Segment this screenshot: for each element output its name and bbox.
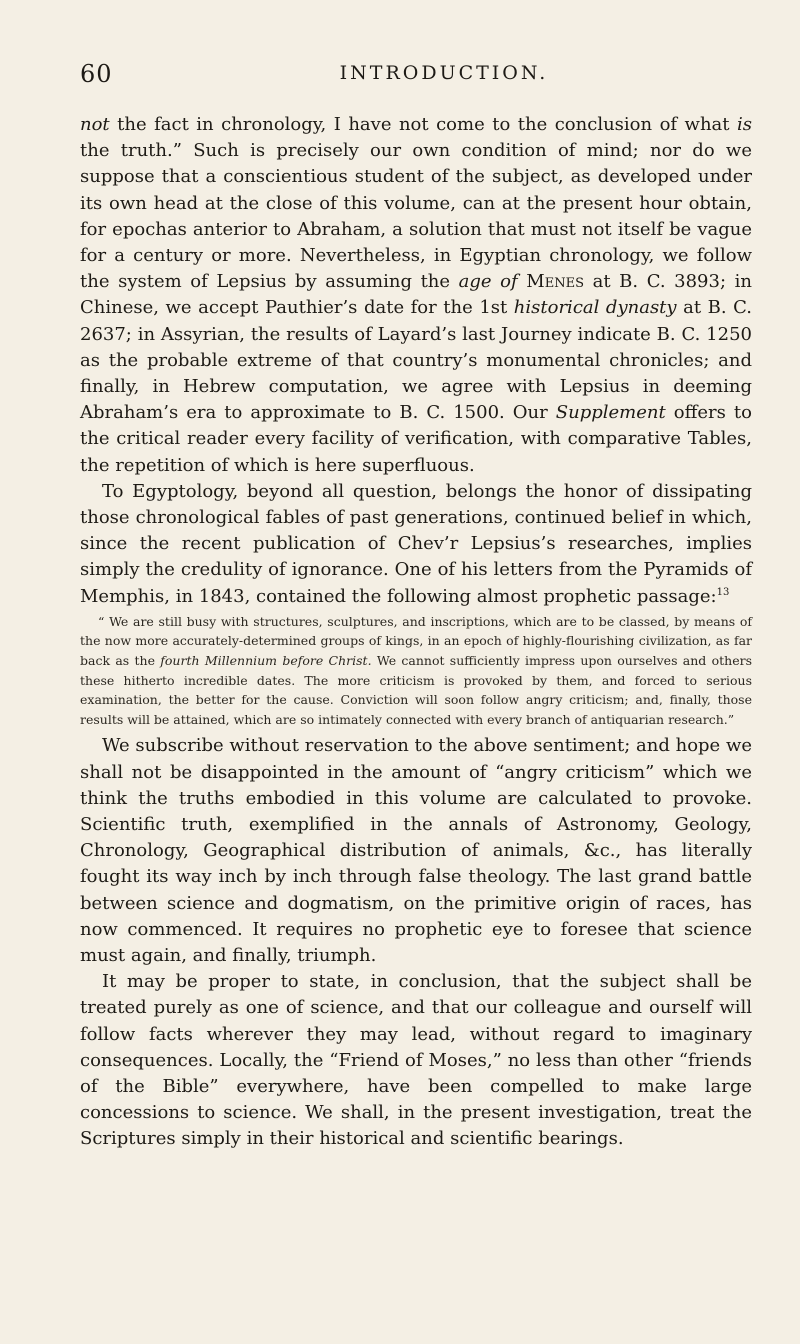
page-header (80, 60, 752, 106)
p1-text-3: at B. C. 3893; in Chinese, we accept Pauthier’s date for the 1st (80, 271, 752, 319)
p2-text: To Egyptology, beyond all question, belongs the honor of dissipating those chronological fables of past generations, continued belief in which, since the recent publication of Chev’r Lepsius’s researches, implies simply the credulity of ignorance. One of his letters from the Pyramids of Memphis, in 1843, contained the following almost prophetic passage: (80, 480, 752, 607)
p1-text-1: the fact in chronology, I have not come to the conclusion of what (109, 114, 737, 135)
footnote-ref: 13 (716, 586, 730, 598)
quote-text-2: We cannot sufficiently impress upon ourselves and others these hitherto incredible dates. The more criticism is provoked by them, and forced to serious examination, the better for the cause. Conviction will soon follow angry criticism; and, finally, those results will be attained, which are so intimately connected with every branch of antiquarian research.” (80, 653, 752, 727)
quote-text-1: “ We are still busy with structures, sculptures, and inscriptions, which are to be classed, by means of the now more accurately-determined groups of kings, in an epoch of highly-flourishing civilization, as far back as the (80, 613, 752, 669)
quote-italic: fourth Millennium before Christ. (160, 653, 372, 669)
p1-smallcaps-menes: Menes (526, 271, 584, 293)
block-quote (80, 612, 752, 730)
paragraph-2 (80, 479, 752, 610)
p1-text-4: at B. C. 2637; in Assyrian, the results of Layard’s last Journey indicate B. C. 1250 as the probable extreme of that country’s monumental chronicles; and finally, in Hebrew computation, we agree with Lepsius in deeming Abraham’s era to approximate to B. C. 1500. Our (80, 297, 753, 424)
p1-italic-5: Supplement (555, 402, 666, 424)
p1-italic-3: age of (458, 271, 518, 293)
body-text (80, 112, 752, 1153)
p1-text-2: the truth.” Such is precisely our own condition of mind; nor do we suppose that a conscientious student of the subject, as developed under its own head at the close of this volume, can at the present hour obtain, for epochas anterior to Abraham, a solution that must not itself be vague for a century or more. Nevertheless, in Egyptian chronology, we follow the system of Lepsius by assuming the (80, 140, 752, 293)
p4-text: It may be proper to state, in conclusion, that the subject shall be treated purely as one of science, and that our colleague and ourself will follow facts wherever they may lead, without regard to imaginary consequences. Locally, the “Friend of Moses,” no less than other “friends of the Bible” everywhere, have been compelled to make large concessions to science. We shall, in the present investigation, treat the Scriptures simply in their historical and scientific bearings. (80, 971, 752, 1150)
paragraph-4 (80, 969, 752, 1152)
p1-italic-1: not (80, 114, 110, 135)
page-number: 60 (80, 60, 113, 88)
p1-text-5: offers to the critical reader every facility of verification, with comparative Tables, the repetition of which is here superfluous. (80, 402, 753, 476)
p3-text: We subscribe without reservation to the above sentiment; and hope we shall not be disappointed in the amount of “angry criticism” which we think the truths embodied in this volume are calculated to provoke. Scientific truth, exemplified in the annals of Astronomy, Geology, Chronology, Geographical distribution of animals, &c., has literally fought its way inch by inch through false theology. The last grand battle between science and dogmatism, on the primitive origin of races, has now commenced. It requires no prophetic eye to foresee that science must again, and finally, triumph. (80, 735, 752, 967)
p1-italic-4: historical dynasty (513, 297, 677, 319)
paragraph-1 (80, 112, 752, 479)
paragraph-3 (80, 733, 752, 969)
p1-italic-2: is (737, 114, 752, 135)
running-head: INTRODUCTION. (339, 62, 549, 84)
